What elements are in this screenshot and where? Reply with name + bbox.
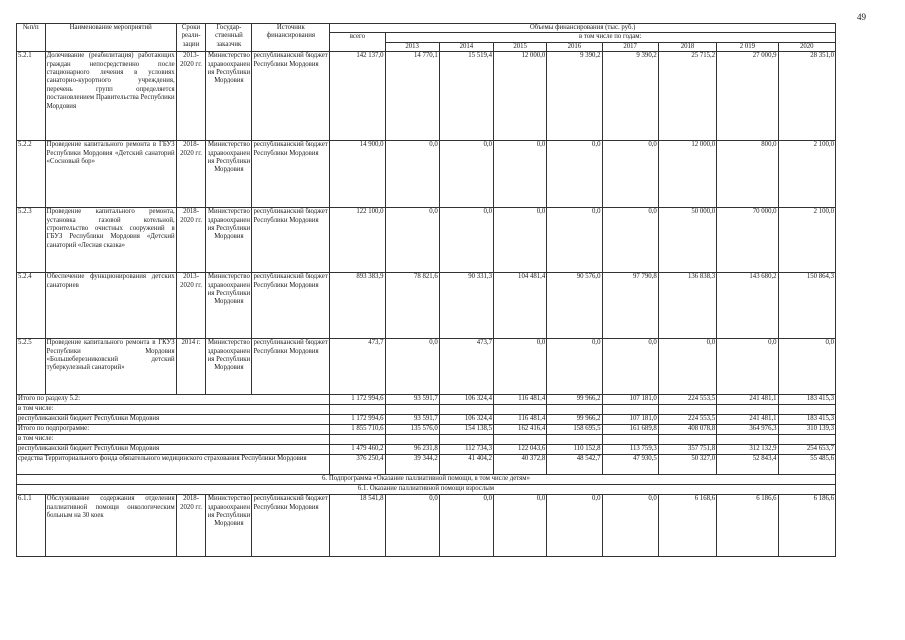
summary-label: в том числе: [17,435,330,445]
row-year-value: 70 000,0 [717,208,778,273]
summary-year-value: 96 231,8 [385,445,439,455]
row-year-value: 6 186,6 [717,495,778,557]
row-year-value: 25 715,2 [658,52,716,141]
row-year-value: 0,0 [439,495,493,557]
row-year-value: 2 100,0 [778,208,835,273]
row-year-value: 14 770,1 [385,52,439,141]
header-year: 2014 [439,42,493,51]
summary-year-value: 107 181,0 [602,415,658,425]
row-name: Проведение капитального ремонта, установка газовой котельной, строительство очистных сооружений в ГБУЗ Республики Мордовия «Детский санаторий «Лесная сказка» [45,208,176,273]
summary-year-value: 364 976,3 [717,425,778,435]
summary-year-value: 110 152,8 [547,445,602,455]
header-total: всего [330,33,385,52]
summary-year-value [658,405,716,415]
summary-total [330,405,385,415]
summary-year-value: 408 078,8 [658,425,716,435]
summary-year-value: 50 327,0 [658,455,716,475]
row-customer: Министерство здравоохранения Республики Мордовия [206,495,252,557]
summary-year-value: 224 553,5 [658,395,716,405]
row-term: 2013-2020 гг. [176,273,206,339]
row-source: республиканский бюджет Республики Мордовия [252,495,330,557]
header-year: 2 019 [717,42,778,51]
row-name: Проведение капитального ремонта в ГКУЗ Республики Мордовия «Большеберезниковский детский туберкулезный санаторий» [45,339,176,395]
row-customer: Министерство здравоохранения Республики Мордовия [206,52,252,141]
summary-year-value: 254 653,7 [778,445,835,455]
row-year-value: 9 390,2 [602,52,658,141]
row-customer: Министерство здравоохранения Республики Мордовия [206,208,252,273]
header-year: 2020 [778,42,835,51]
summary-year-value: 312 132,9 [717,445,778,455]
row-year-value: 0,0 [602,141,658,208]
row-year-value: 9 390,2 [547,52,602,141]
summary-year-value: 99 966,2 [547,395,602,405]
summary-row [17,435,836,445]
row-term: 2018-2020 гг. [176,141,206,208]
summary-year-value [602,405,658,415]
summary-total: 1 479 460,2 [330,445,385,455]
row-year-value: 15 519,4 [439,52,493,141]
row-year-value: 0,0 [439,141,493,208]
summary-year-value: 162 416,4 [494,425,547,435]
summary-year-value: 93 591,7 [385,415,439,425]
page-number: 49 [857,12,866,22]
summary-year-value [602,435,658,445]
summary-row [17,395,836,405]
row-year-value: 6 186,6 [778,495,835,557]
row-total: 893 383,9 [330,273,385,339]
row-year-value: 0,0 [385,339,439,395]
row-year-value: 0,0 [385,141,439,208]
row-num: 5.2.4 [17,273,46,339]
summary-year-value [385,435,439,445]
summary-year-value: 40 372,8 [494,455,547,475]
summary-year-value: 161 689,8 [602,425,658,435]
row-year-value: 0,0 [547,339,602,395]
row-year-value: 0,0 [494,495,547,557]
table-row [17,273,836,339]
summary-year-value [778,405,835,415]
summary-year-value: 99 966,2 [547,415,602,425]
summary-year-value: 107 181,0 [602,395,658,405]
row-year-value: 0,0 [778,339,835,395]
summary-year-value: 183 415,3 [778,395,835,405]
row-source: республиканский бюджет Республики Мордовия [252,208,330,273]
section-heading-row [17,475,836,485]
summary-year-value [494,405,547,415]
header-customer: Государ-ственный заказчик [206,24,252,52]
section-6-title: 6. Подпрограмма «Оказание паллиативной помощи, в том числе детям» [17,475,836,485]
table-row [17,141,836,208]
summary-total: 1 172 994,6 [330,395,385,405]
summary-year-value: 241 481,1 [717,415,778,425]
row-total: 142 137,0 [330,52,385,141]
summary-year-value [547,435,602,445]
summary-year-value [494,435,547,445]
summary-year-value: 106 324,4 [439,395,493,405]
row-year-value: 0,0 [602,339,658,395]
header-year: 2013 [385,42,439,51]
header-year: 2015 [494,42,547,51]
summary-year-value: 116 481,4 [494,415,547,425]
row-num: 6.1.1 [17,495,46,557]
row-year-value: 143 680,2 [717,273,778,339]
summary-year-value: 41 404,2 [439,455,493,475]
row-source: республиканский бюджет Республики Мордовия [252,52,330,141]
header-year: 2018 [658,42,716,51]
summary-row [17,445,836,455]
row-total: 473,7 [330,339,385,395]
row-year-value: 90 576,0 [547,273,602,339]
summary-total: 376 250,4 [330,455,385,475]
summary-year-value: 135 576,0 [385,425,439,435]
row-term: 2018-2020 гг. [176,208,206,273]
row-source: республиканский бюджет Республики Мордовия [252,339,330,395]
row-year-value: 78 821,6 [385,273,439,339]
row-name: Долечивание (реабилитация) работающих граждан непосредственно после стационарного лечения в условиях санаторно-курортного учреждения, перечень групп определяется постановлением Правительства Республики Мордовия [45,52,176,141]
summary-year-value: 183 415,3 [778,415,835,425]
summary-label: в том числе: [17,405,330,415]
row-name: Проведение капитального ремонта в ГБУЗ Республики Мордовия «Детский санаторий «Сосновый бор» [45,141,176,208]
summary-year-value: 154 138,5 [439,425,493,435]
summary-year-value [385,405,439,415]
row-total: 18 541,8 [330,495,385,557]
summary-year-value: 106 324,4 [439,415,493,425]
summary-year-value: 122 043,6 [494,445,547,455]
row-year-value: 0,0 [658,339,716,395]
row-customer: Министерство здравоохранения Республики Мордовия [206,339,252,395]
summary-row [17,425,836,435]
summary-year-value: 158 695,5 [547,425,602,435]
table-row [17,339,836,395]
row-year-value: 27 000,9 [717,52,778,141]
summary-year-value: 47 930,5 [602,455,658,475]
summary-year-value: 55 485,6 [778,455,835,475]
row-term: 2014 г. [176,339,206,395]
summary-label: Итого по разделу 5.2: [17,395,330,405]
row-year-value: 0,0 [494,208,547,273]
table-row [17,52,836,141]
summary-year-value: 113 759,3 [602,445,658,455]
row-customer: Министерство здравоохранения Республики Мордовия [206,273,252,339]
row-year-value: 12 000,0 [494,52,547,141]
header-by-years: в том числе по годам: [385,33,835,42]
row-year-value: 473,7 [439,339,493,395]
section-6-1-title: 6.1. Оказание паллиативной помощи взрослым [17,485,836,495]
row-name: Обслуживание содержания отделения паллиативной помощи онкологическим больным на 30 коек [45,495,176,557]
summary-year-value: 241 481,1 [717,395,778,405]
summary-row [17,415,836,425]
header-year: 2016 [547,42,602,51]
summary-year-value [439,405,493,415]
section-heading-row [17,485,836,495]
summary-year-value [717,435,778,445]
summary-year-value: 39 344,2 [385,455,439,475]
row-year-value: 2 100,0 [778,141,835,208]
row-year-value: 0,0 [547,495,602,557]
row-year-value: 28 351,0 [778,52,835,141]
summary-total: 1 855 710,6 [330,425,385,435]
header-terms: Сроки реали-зации [176,24,206,52]
summary-label: средства Территориального фонда обязательного медицинского страхования Республики Мордовия [17,455,330,475]
header-name: Наименование мероприятий [45,24,176,52]
summary-label: республиканский бюджет Республики Мордовия [17,415,330,425]
summary-year-value [439,435,493,445]
summary-total: 1 172 994,6 [330,415,385,425]
row-num: 5.2.2 [17,141,46,208]
summary-total [330,435,385,445]
row-year-value: 0,0 [439,208,493,273]
row-year-value: 136 838,3 [658,273,716,339]
row-total: 14 900,0 [330,141,385,208]
summary-year-value: 224 553,5 [658,415,716,425]
summary-year-value: 52 843,4 [717,455,778,475]
summary-year-value: 48 542,7 [547,455,602,475]
row-num: 5.2.3 [17,208,46,273]
row-customer: Министерство здравоохранения Республики Мордовия [206,141,252,208]
row-term: 2013-2020 гг. [176,52,206,141]
row-year-value: 800,0 [717,141,778,208]
row-year-value: 12 000,0 [658,141,716,208]
row-year-value: 90 331,3 [439,273,493,339]
financing-table [16,23,836,557]
header-volumes: Объемы финансирования (тыс. руб.) [330,24,836,33]
table-row [17,495,836,557]
row-term: 2018-2020 гг. [176,495,206,557]
summary-label: республиканский бюджет Республики Мордовия [17,445,330,455]
row-source: республиканский бюджет Республики Мордовия [252,273,330,339]
header-source: Источник финансирования [252,24,330,52]
summary-row [17,455,836,475]
summary-year-value: 116 481,4 [494,395,547,405]
header-year: 2017 [602,42,658,51]
row-year-value: 0,0 [494,141,547,208]
row-year-value: 0,0 [547,208,602,273]
row-year-value: 97 790,8 [602,273,658,339]
header-num: №п/п [17,24,46,52]
table-row [17,208,836,273]
row-num: 5.2.5 [17,339,46,395]
summary-row [17,405,836,415]
row-year-value: 0,0 [547,141,602,208]
row-year-value: 0,0 [717,339,778,395]
row-year-value: 0,0 [602,208,658,273]
row-year-value: 50 000,0 [658,208,716,273]
row-year-value: 0,0 [494,339,547,395]
row-total: 122 100,0 [330,208,385,273]
summary-year-value [547,405,602,415]
row-name: Обеспечение функционирования детских санаториев [45,273,176,339]
summary-year-value: 310 139,3 [778,425,835,435]
summary-year-value: 357 751,8 [658,445,716,455]
row-year-value: 150 864,3 [778,273,835,339]
row-source: республиканский бюджет Республики Мордовия [252,141,330,208]
header-row-1 [17,24,836,33]
summary-year-value [658,435,716,445]
row-year-value: 104 481,4 [494,273,547,339]
summary-year-value: 112 734,3 [439,445,493,455]
row-num: 5.2.1 [17,52,46,141]
row-year-value: 0,0 [385,495,439,557]
summary-year-value: 93 591,7 [385,395,439,405]
row-year-value: 0,0 [602,495,658,557]
summary-year-value [717,405,778,415]
row-year-value: 6 168,6 [658,495,716,557]
summary-label: Итого по подпрограмме: [17,425,330,435]
row-year-value: 0,0 [385,208,439,273]
summary-year-value [778,435,835,445]
